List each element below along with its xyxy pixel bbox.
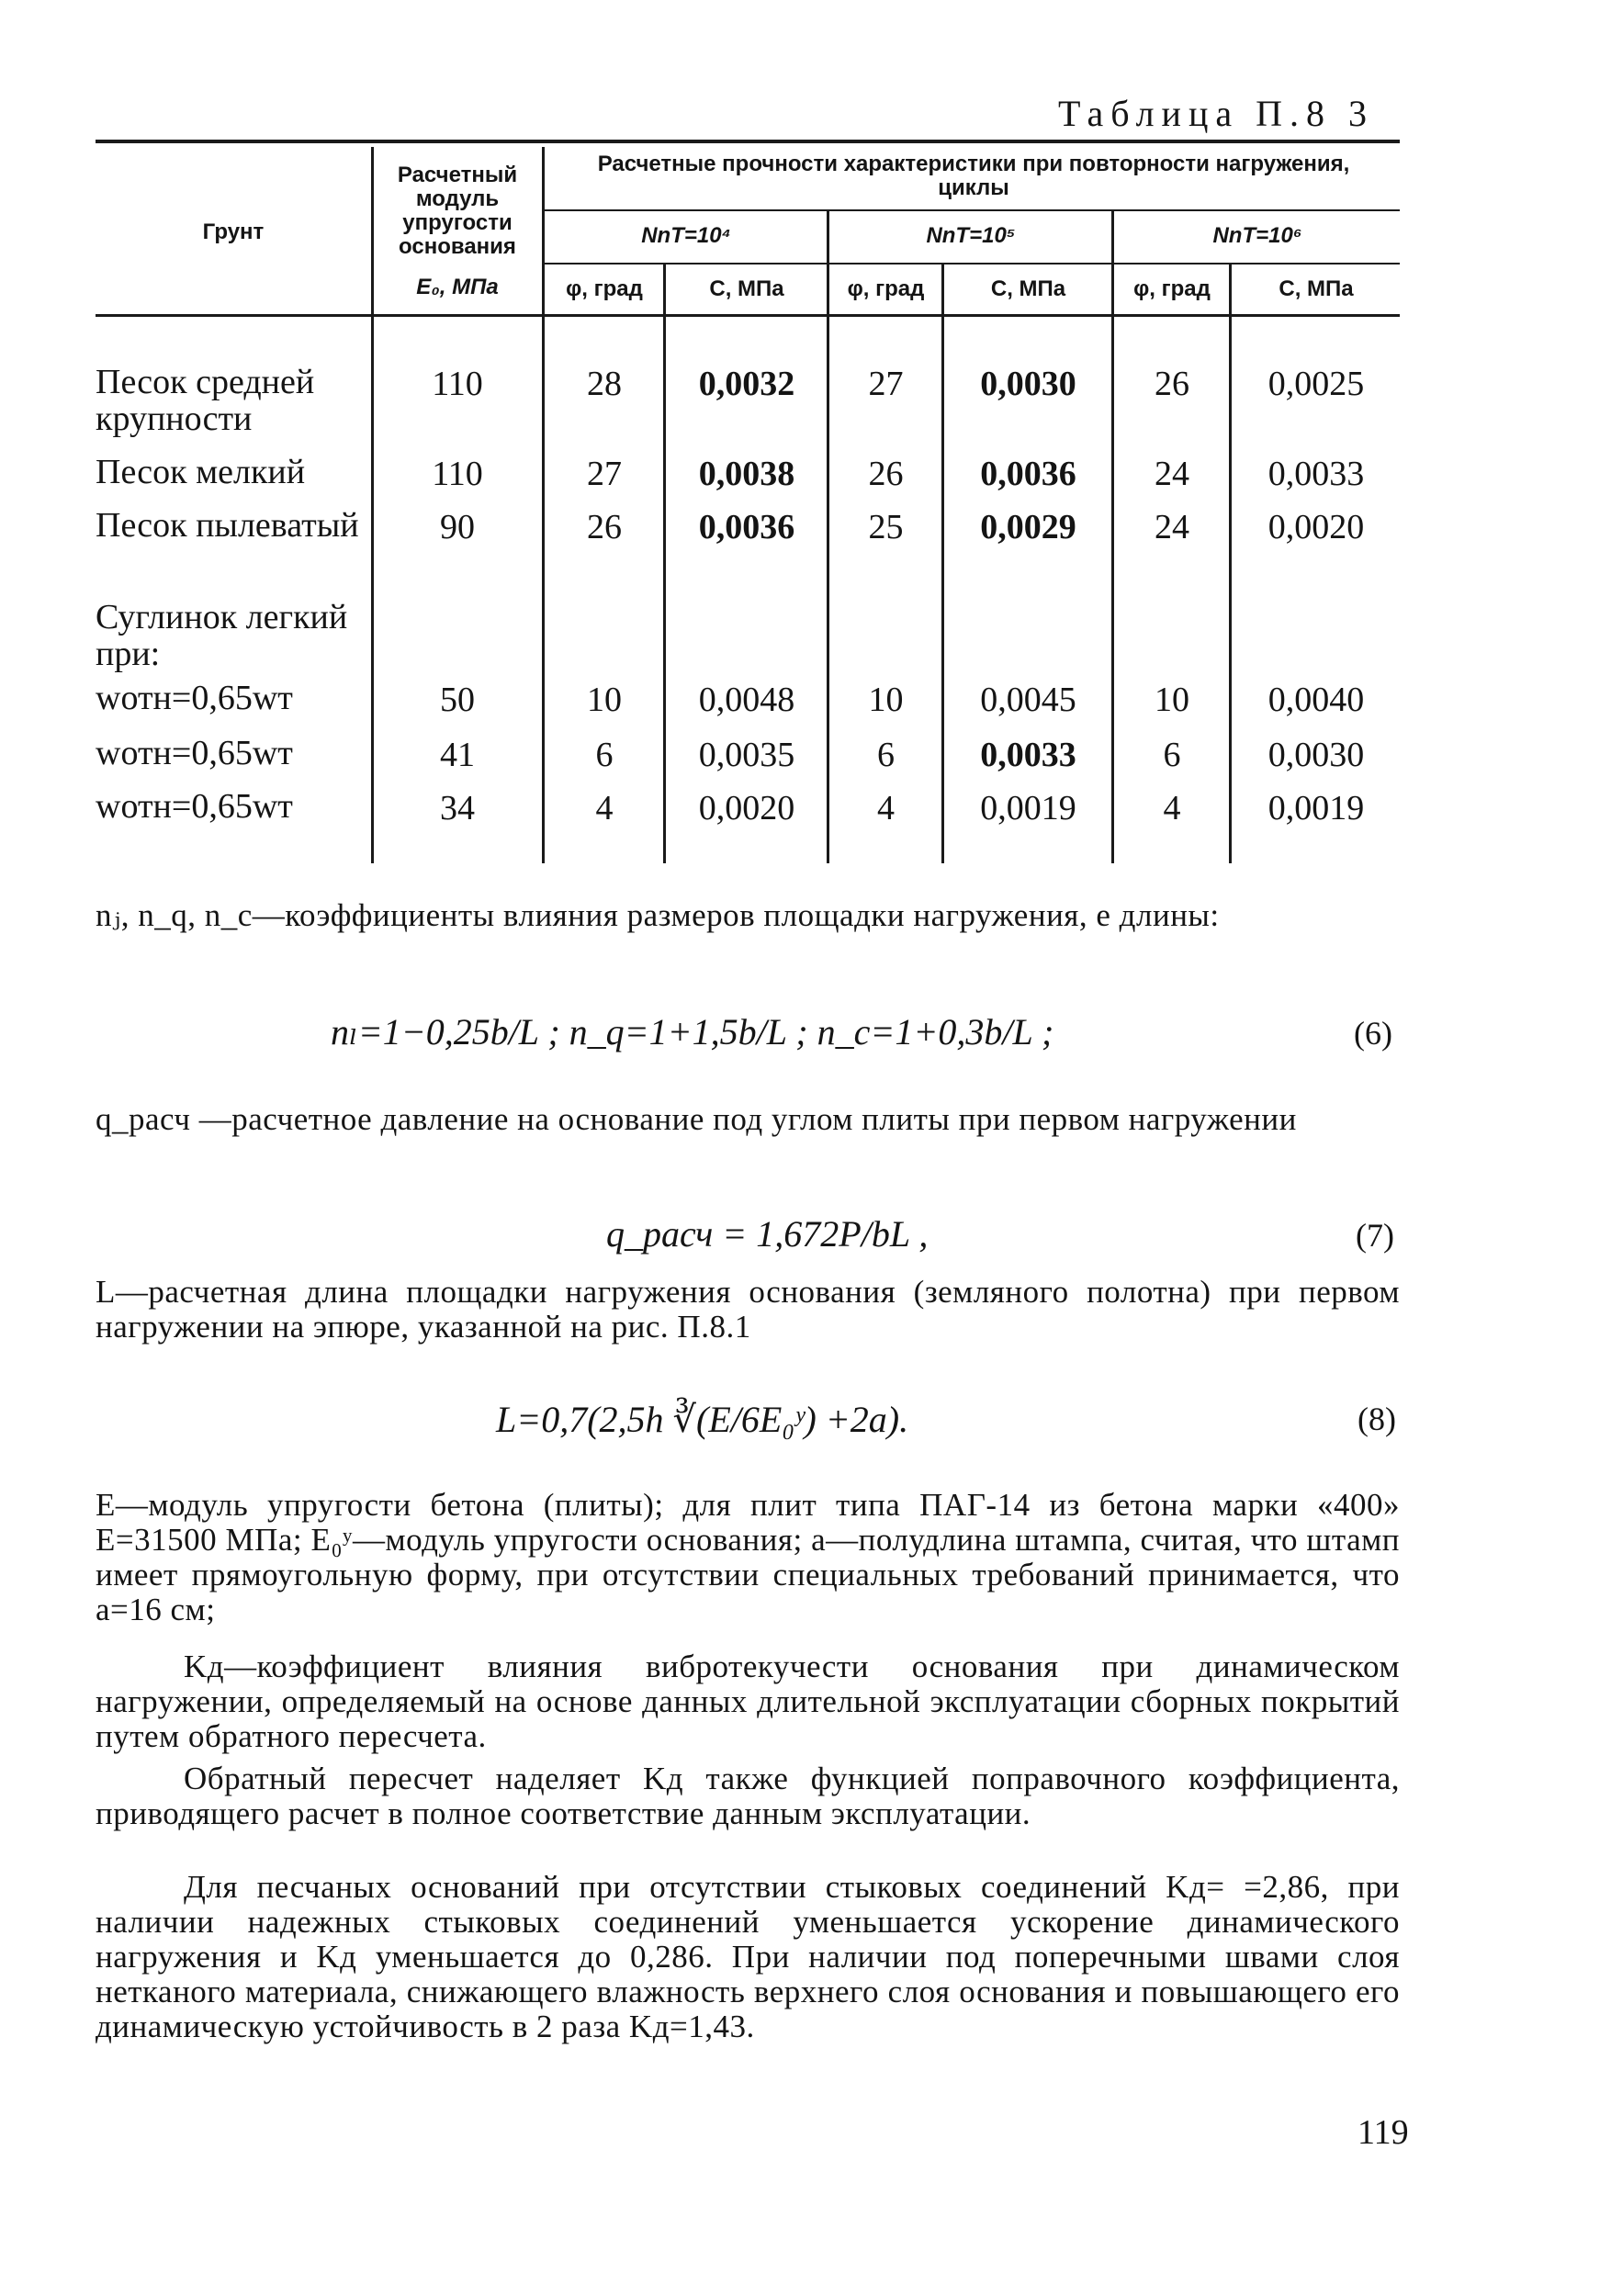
cell-phi: 10 xyxy=(1155,681,1189,719)
col-rule-5 xyxy=(941,264,944,863)
cell-phi: 24 xyxy=(1155,455,1189,493)
formula-6-number: (6) xyxy=(1354,1015,1392,1052)
header-group-2: NnT=10⁵ xyxy=(926,223,1016,248)
soil-name: wотн=0,65wт xyxy=(96,679,293,717)
table-header-rule xyxy=(96,314,1400,317)
cell-c: 0,0036 xyxy=(698,508,795,546)
cell-c: 0,0045 xyxy=(980,681,1076,719)
col-rule-3 xyxy=(663,264,666,863)
cell-phi: 6 xyxy=(1163,736,1181,774)
cell-phi: 27 xyxy=(587,455,622,493)
cell-c: 0,0033 xyxy=(1267,455,1365,493)
page-number: 119 xyxy=(1358,2113,1409,2152)
cell-phi: 26 xyxy=(1155,365,1189,403)
cell-phi: 4 xyxy=(1163,789,1181,827)
soil-name: Суглинок легкий при: xyxy=(96,598,348,673)
cell-phi: 10 xyxy=(587,681,622,719)
soil-name: wотн=0,65wт xyxy=(96,734,293,772)
cell-phi: 24 xyxy=(1155,508,1189,546)
strength-subrule xyxy=(542,209,1400,211)
header-group-1: NnT=10⁴ xyxy=(641,223,731,248)
cell-phi: 6 xyxy=(595,736,614,774)
soil-name: Песок мелкий xyxy=(96,453,306,491)
cell-phi: 10 xyxy=(868,681,904,719)
header-strength: Расчетные прочности характеристики при повторности нагружения, циклы xyxy=(597,152,1350,200)
cell-phi: 27 xyxy=(868,365,904,403)
paragraph-kd: Kд—коэффициент влияния вибротекучести основания при динамическом нагружении, определяемый на основе данных длительной эксплуатации сборных покрытий путем обратного пересчета. xyxy=(96,1649,1400,1754)
cell-c: 0,0020 xyxy=(698,789,795,827)
cell-phi: 26 xyxy=(868,455,904,493)
table-title: Таблица П.8 3 xyxy=(1058,93,1374,134)
header-group-3: NnT=10⁶ xyxy=(1212,223,1302,248)
header-phi-1: φ, град xyxy=(566,276,643,301)
col-rule-4 xyxy=(827,209,829,863)
table-top-rule xyxy=(96,140,1400,143)
cell-e0: 34 xyxy=(440,789,475,827)
soil-name: Песок средней крупности xyxy=(96,363,315,438)
col-rule-1 xyxy=(371,147,374,863)
cell-c: 0,0030 xyxy=(1267,736,1365,774)
formula-8-number: (8) xyxy=(1358,1401,1396,1437)
cell-c: 0,0038 xyxy=(698,455,795,493)
cell-e0: 50 xyxy=(440,681,475,719)
soil-name: wотн=0,65wт xyxy=(96,787,293,826)
cell-phi: 4 xyxy=(877,789,895,827)
header-c-3: С, МПа xyxy=(1279,276,1354,301)
cell-e0: 41 xyxy=(440,736,475,774)
formula-6: nₗ=1−0,25b/L ; n_q=1+1,5b/L ; n_c=1+0,3b/L ; xyxy=(331,1011,1054,1052)
col-rule-6 xyxy=(1111,209,1114,863)
header-modulus-unit: E₀, МПа xyxy=(416,275,499,299)
header-soil: Грунт xyxy=(202,219,265,244)
paragraph-q-pressure: q_расч —расчетное давление на основание под углом плиты при первом нагружении xyxy=(96,1101,1297,1137)
header-phi-3: φ, град xyxy=(1133,276,1211,301)
paragraph-recalc: Обратный пересчет наделяет Kд также функцией поправочного коэффициента, приводящего расчет в полное соответствие данным эксплуатации. xyxy=(96,1761,1400,1831)
cell-c: 0,0033 xyxy=(980,736,1076,774)
header-modulus: Расчетный модуль упругости основания xyxy=(397,163,518,259)
formula-7: q_расч = 1,672P/bL , xyxy=(606,1213,929,1255)
cell-c: 0,0029 xyxy=(980,508,1076,546)
cell-e0: 90 xyxy=(440,508,475,546)
col-rule-2 xyxy=(542,147,545,863)
cell-e0: 110 xyxy=(432,455,483,493)
col-rule-7 xyxy=(1229,264,1232,863)
paragraph-sandy: Для песчаных оснований при отсутствии стыковых соединений Kд= =2,86, при наличии надежных стыковых соединений уменьшается ускорение динамического нагружения и Kд уменьшается до 0,286. При наличии под поперечными швами слоя нетканого материала, снижающего влажность верхнего слоя основания и повышающего его динамическую устойчивость в 2 раза Kд=1,43. xyxy=(96,1869,1400,2044)
cell-phi: 28 xyxy=(587,365,622,403)
group-subrule xyxy=(542,263,1400,264)
header-c-2: С, МПа xyxy=(990,276,1066,301)
cell-phi: 26 xyxy=(587,508,622,546)
soil-name: Песок пылеватый xyxy=(96,506,359,545)
cell-phi: 4 xyxy=(595,789,614,827)
cell-c: 0,0030 xyxy=(980,365,1076,403)
cell-c: 0,0020 xyxy=(1267,508,1365,546)
paragraph-n-coefficients: nⱼ, n_q, n_c—коэффициенты влияния размеров площадки нагружения, е длины: xyxy=(96,897,1220,933)
header-phi-2: φ, град xyxy=(847,276,925,301)
cell-c: 0,0025 xyxy=(1267,365,1365,403)
cell-c: 0,0035 xyxy=(698,736,795,774)
cell-c: 0,0019 xyxy=(980,789,1076,827)
cell-c: 0,0048 xyxy=(698,681,795,719)
paragraph-modulus: E—модуль упругости бетона (плиты); для плит типа ПАГ-14 из бетона марки «400» E=31500 МПа; E₀ʸ—модуль упругости основания; a—полудлина штампа, считая, что штамп имеет прямоугольную форму, при отсутствии специальных требований принимается, что a=16 см; xyxy=(96,1487,1400,1627)
cell-e0: 110 xyxy=(432,365,483,403)
cell-phi: 6 xyxy=(877,736,895,774)
cell-c: 0,0032 xyxy=(698,365,795,403)
paragraph-length: L—расчетная длина площадки нагружения основания (земляного полотна) при первом нагружении на эпюре, указанной на рис. П.8.1 xyxy=(96,1274,1400,1345)
formula-7-number: (7) xyxy=(1356,1217,1394,1254)
cell-c: 0,0019 xyxy=(1267,789,1365,827)
header-c-1: С, МПа xyxy=(709,276,784,301)
cell-phi: 25 xyxy=(868,508,904,546)
cell-c: 0,0036 xyxy=(980,455,1076,493)
formula-8: L=0,7(2,5h ∛(E/6E₀ʸ) +2a). xyxy=(496,1399,909,1440)
cell-c: 0,0040 xyxy=(1267,681,1365,719)
